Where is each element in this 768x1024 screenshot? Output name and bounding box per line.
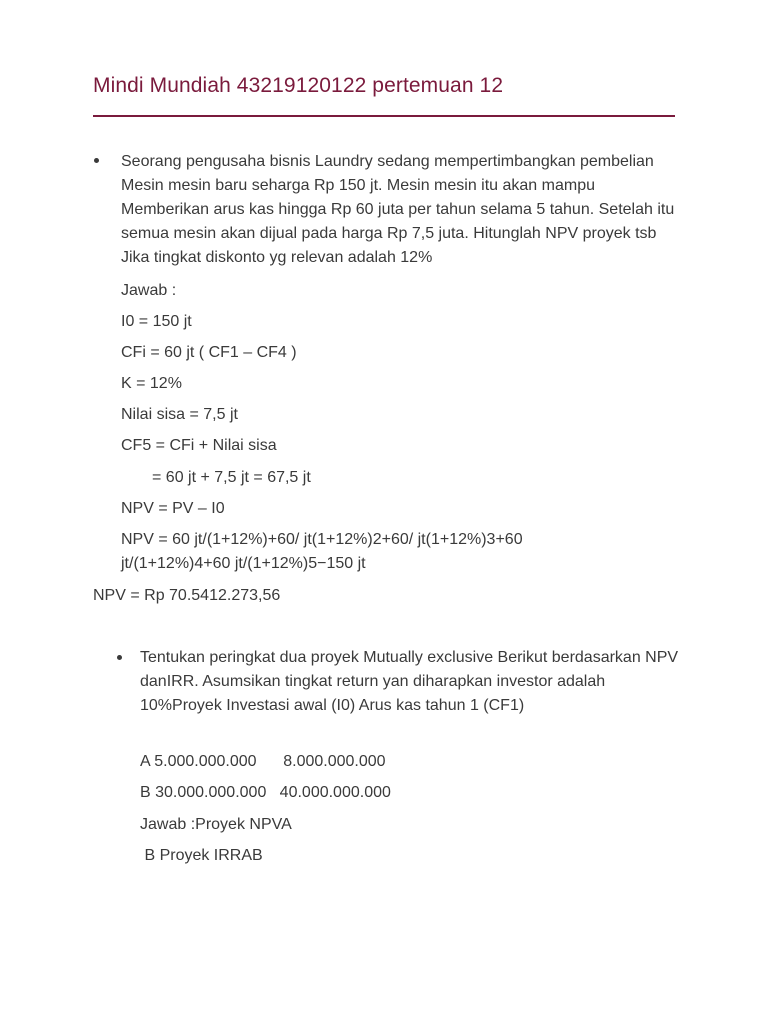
question-2-text: Tentukan peringkat dua proyek Mutually exclusive Berikut berdasarkan NPV danIRR. Asumsikan tingkat return yan diharapkan investor adalah 10%Proyek Investasi awal (I0) Arus kas tahun 1 (CF1) bbox=[140, 649, 679, 714]
bullet-icon bbox=[94, 158, 99, 163]
question-1-text: Seorang pengusaha bisnis Laundry sedang mempertimbangkan pembelian Mesin mesin baru seharga Rp 150 jt. Mesin mesin itu akan mampu Memberikan arus kas hingga Rp 60 juta per tahun selama 5 tahun. Setelah itu semua mesin akan dijual pada harga Rp 7,5 juta. Hitunglah NPV proyek tsb Jika tingkat diskonto yg relevan adalah 12% bbox=[121, 153, 675, 266]
page-title: Mindi Mundiah 43219120122 pertemuan 12 bbox=[93, 74, 504, 97]
bullet-icon bbox=[117, 655, 122, 660]
npv-result: NPV = Rp 70.5412.273,56 bbox=[93, 587, 281, 604]
project-row-b: B 30.000.000.000 40.000.000.000 bbox=[140, 784, 391, 801]
answer-line: Jawab : bbox=[121, 282, 177, 299]
answer-line: = 60 jt + 7,5 jt = 67,5 jt bbox=[152, 469, 311, 486]
answer-line: Jawab :Proyek NPVA bbox=[140, 816, 292, 833]
answer-line: B Proyek IRRAB bbox=[140, 847, 263, 864]
title-divider bbox=[93, 115, 675, 117]
answer-line: CFi = 60 jt ( CF1 – CF4 ) bbox=[121, 344, 297, 361]
answer-line: Nilai sisa = 7,5 jt bbox=[121, 406, 238, 423]
project-row-a: A 5.000.000.000 8.000.000.000 bbox=[140, 753, 386, 770]
answer-line: CF5 = CFi + Nilai sisa bbox=[121, 437, 277, 454]
answer-line: K = 12% bbox=[121, 375, 182, 392]
answer-line: NPV = PV – I0 bbox=[121, 500, 225, 517]
npv-formula: NPV = 60 jt/(1+12%)+60/ jt(1+12%)2+60/ jt(1+12%)3+60 jt/(1+12%)4+60 jt/(1+12%)5−150 jt bbox=[121, 531, 523, 572]
answer-line: I0 = 150 jt bbox=[121, 313, 192, 330]
